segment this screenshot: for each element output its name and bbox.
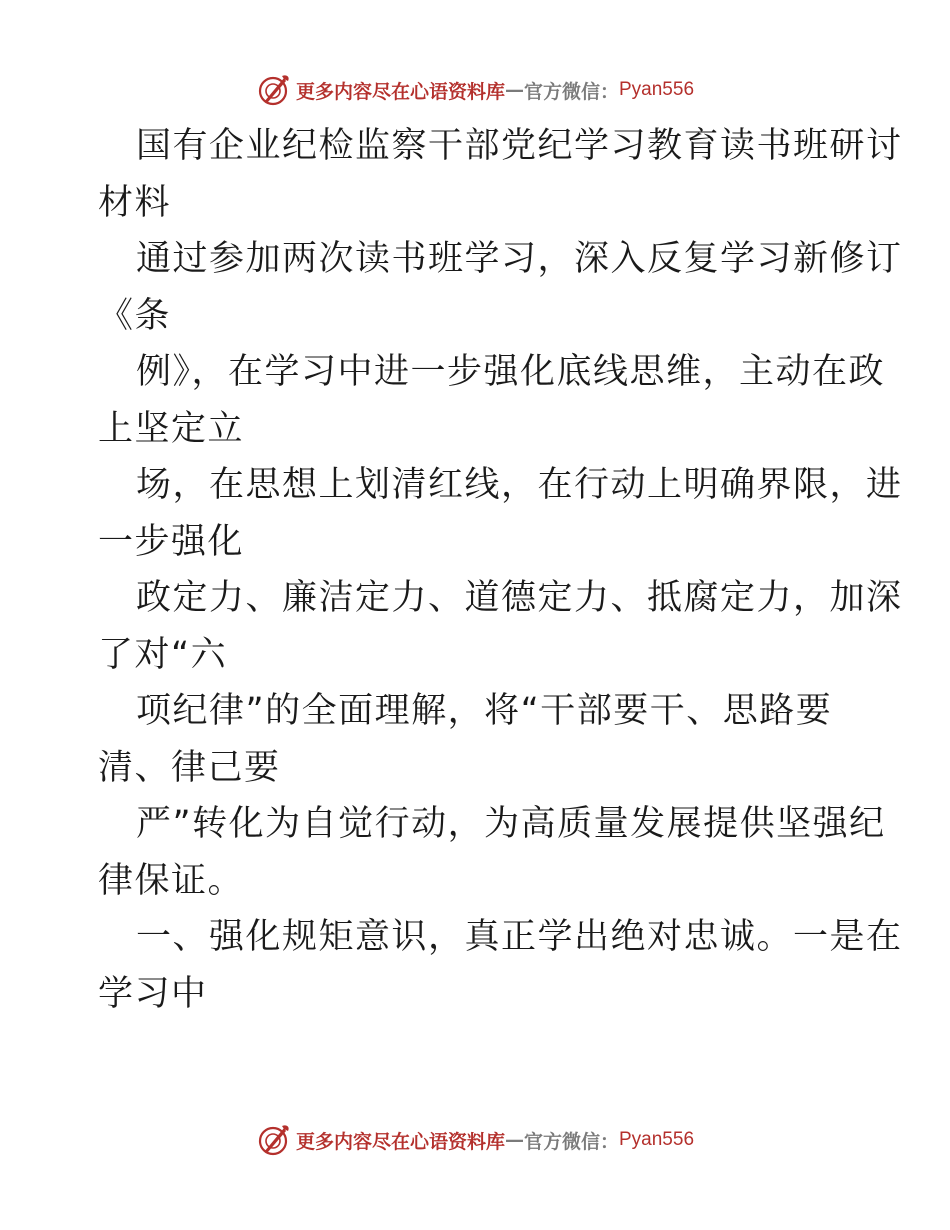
paragraph-line: 了对“六 <box>98 634 228 675</box>
paragraph-line: 项纪律”的全面理解，将“干部要干、思路要 <box>136 691 833 731</box>
quill-logo-icon <box>256 1122 292 1158</box>
paragraph-line: 例》，在学习中进一步强化底线思维，主动在政 <box>136 352 886 392</box>
quill-logo-icon <box>256 72 292 108</box>
banner-site-text: 更多内容尽在心语资料库 <box>295 80 505 103</box>
paragraph-line: 政定力、廉洁定力、道德定力、抵腐定力，加深 <box>136 578 903 618</box>
banner-separator: — <box>504 1129 524 1151</box>
paragraph-line: 一步强化 <box>98 521 245 562</box>
section-heading-line: 学习中 <box>98 973 208 1014</box>
title-line-1: 国有企业纪检监察干部党纪学习教育读书班研讨 <box>136 126 903 166</box>
banner-official-label: 官方微信： <box>523 80 619 103</box>
document-body <box>98 118 903 1022</box>
paragraph-line: 清、律己要 <box>98 747 281 788</box>
banner-official-label: 官方微信： <box>523 1130 619 1153</box>
paragraph-line: 严”转化为自觉行动，为高质量发展提供坚强纪 <box>136 804 886 844</box>
banner-site-text: 更多内容尽在心语资料库 <box>295 1130 505 1153</box>
banner-wechat-id: Pyan556 <box>619 79 695 100</box>
section-heading-line: 一、强化规矩意识，真正学出绝对忠诚。一是在 <box>136 917 903 957</box>
paragraph-line: 上坚定立 <box>98 408 245 449</box>
header-banner <box>0 70 950 110</box>
footer-banner <box>0 1120 950 1160</box>
paragraph-line: 通过参加两次读书班学习，深入反复学习新修订 <box>136 239 903 279</box>
banner-separator: — <box>504 79 524 101</box>
paragraph-line: 律保证。 <box>98 860 245 901</box>
paragraph-line: 场，在思想上划清红线，在行动上明确界限，进 <box>136 465 903 505</box>
banner-wechat-id: Pyan556 <box>619 1129 695 1150</box>
paragraph-line: 《条 <box>98 295 172 336</box>
title-line-2: 材料 <box>98 182 172 223</box>
